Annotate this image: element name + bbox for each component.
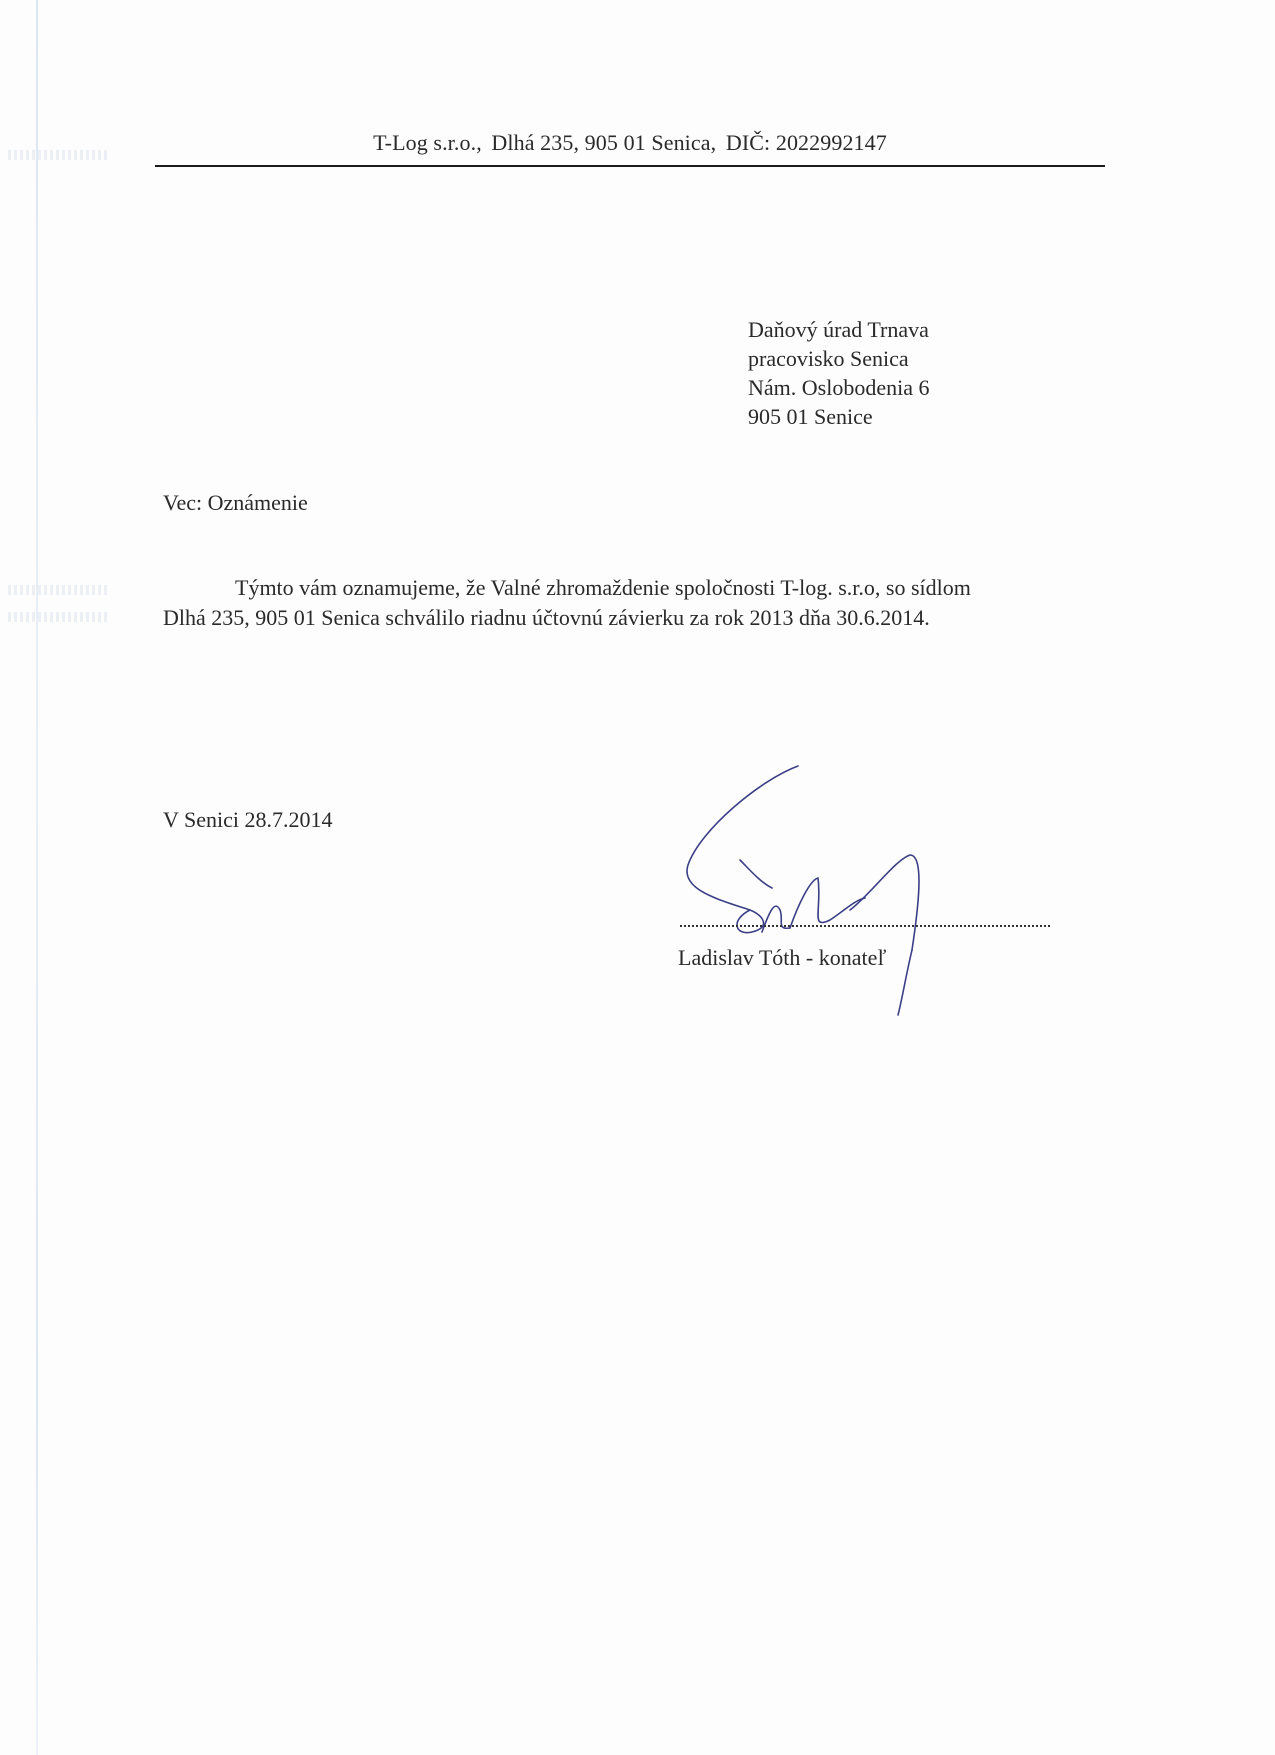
place-and-date: V Senici 28.7.2014 [163,807,333,832]
scan-smudge [8,585,108,595]
handwritten-signature [680,760,980,1020]
signature-dotted-line [680,925,1050,927]
scan-smudge [8,150,108,160]
body-line: Týmto vám oznamujeme, že Valné zhromaždenie spoločnosti T-log. s.r.o, so sídlom [235,575,971,600]
recipient-line: 905 01 Senice [748,404,873,429]
recipient-line: Daňový úrad Trnava [748,317,929,342]
letterhead [155,130,1105,156]
recipient-line: pracovisko Senica [748,346,909,371]
subject-line: Vec: Oznámenie [163,490,308,515]
letterhead-company: T-Log s.r.o., [373,130,482,155]
body-line: Dlhá 235, 905 01 Senica schválilo riadnu účtovnú závierku za rok 2013 dňa 30.6.2014. [163,605,930,630]
letterhead-rule [155,165,1105,167]
signer-name: Ladislav Tóth - konateľ [678,945,887,970]
recipient-line: Nám. Oslobodenia 6 [748,375,930,400]
letterhead-tax-id: DIČ: 2022992147 [725,130,887,155]
recipient-address [748,315,929,431]
body-paragraph [163,573,1093,633]
letterhead-address: Dlhá 235, 905 01 Senica, [491,130,717,155]
scan-edge-artifact [36,0,38,1755]
scan-smudge [8,612,108,622]
